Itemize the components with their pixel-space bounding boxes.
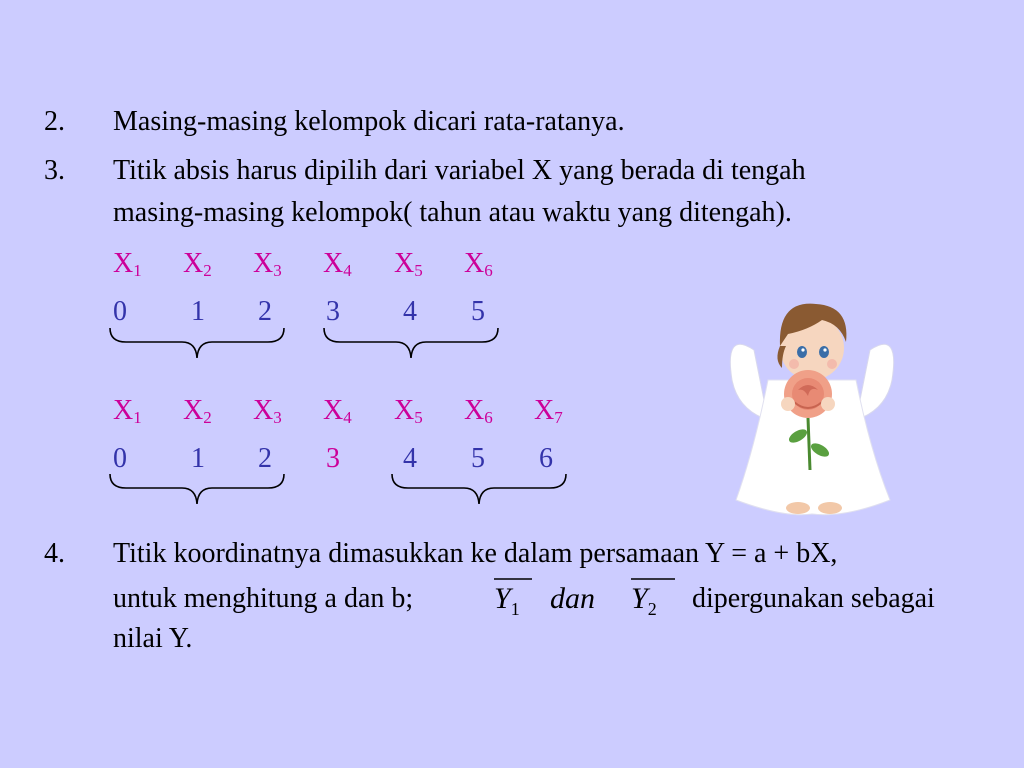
value-2: 2 [258,443,272,474]
item-2-text: Masing-masing kelompok dicari rata-ratanya. [113,106,625,137]
group-brace-1b [322,326,502,362]
group-brace-1a [108,326,288,362]
angel-illustration [724,290,900,520]
value-0: 0 [113,296,127,327]
item-4-line-2-start: untuk menghitung a dan b; [113,583,414,614]
value-2: 2 [258,296,272,327]
variable-x5: $X_5$ [394,395,423,427]
value-6: 6 [539,443,553,474]
value-1: 1 [191,296,205,327]
y2-bar [631,577,677,581]
value-5: 5 [471,443,485,474]
item-3-line-2: masing-masing kelompok( tahun atau waktu yang ditengah). [113,197,792,228]
variable-x2: $X_2$ [183,395,212,427]
variable-x5: $X_5$ [394,248,423,280]
value-4: 4 [403,296,417,327]
item-4-line-1: Titik koordinatnya dimasukkan ke dalam persamaan Y = a + bX, [113,538,838,569]
item-2-number: 2. [44,106,65,137]
y1-bar [494,577,534,581]
variable-x2: $X_2$ [183,248,212,280]
value-4: 4 [403,443,417,474]
item-3-line-1: Titik absis harus dipilih dari variabel X yang berada di tengah [113,155,806,186]
variable-x1: $X_1$ [113,395,142,427]
variable-x6: $X_6$ [464,248,493,280]
variable-x3: $X_3$ [253,395,282,427]
item-4-line-2-end: dipergunakan sebagai [692,583,935,614]
item-4-line-3: nilai Y. [113,623,193,654]
y1-bar-symbol: $Y_1$ [494,582,520,619]
value-5: 5 [471,296,485,327]
group-brace-2a [108,472,288,508]
variable-x6: $X_6$ [464,395,493,427]
value-0: 0 [113,443,127,474]
y2-bar-symbol: $Y_2$ [631,582,657,619]
group-brace-2b [390,472,570,508]
item-4-number: 4. [44,538,65,569]
value-3: 3 [326,296,340,327]
variable-x4: $X_4$ [323,248,352,280]
item-3-number: 3. [44,155,65,186]
value-1: 1 [191,443,205,474]
variable-x1: $X_1$ [113,248,142,280]
dan-word: dan [550,582,595,615]
variable-x3: $X_3$ [253,248,282,280]
variable-x7: $X_7$ [534,395,563,427]
value-3-middle: 3 [326,443,340,474]
variable-x4: $X_4$ [323,395,352,427]
